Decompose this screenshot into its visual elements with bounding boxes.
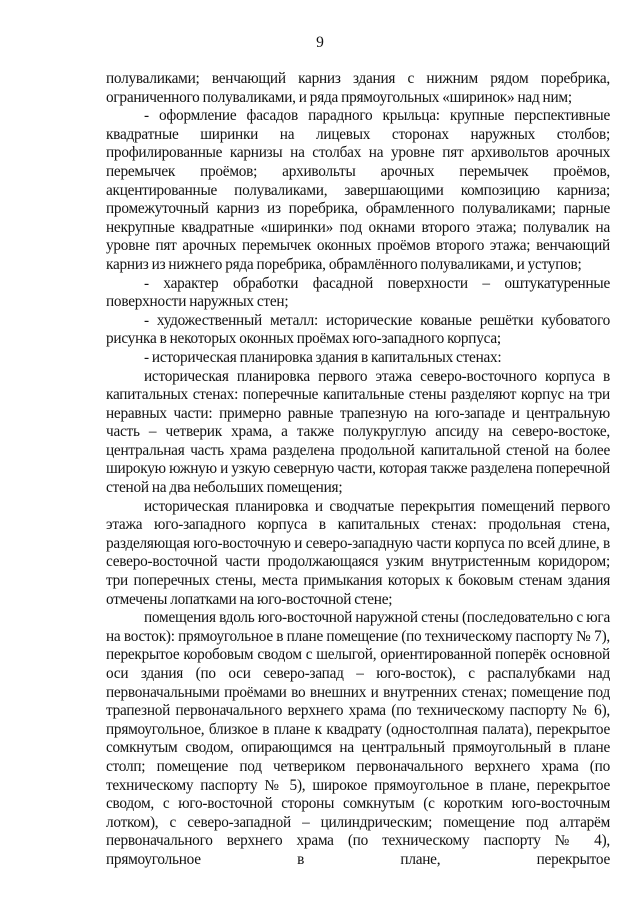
paragraph-historic-layout: - историческая планировка здания в капитальных стенах: — [144, 348, 502, 366]
paragraph-se-wall-rooms: помещения вдоль юго-восточной наружной стены (последовательно с юга на восток): прямоугольное в плане помещение (по техническому паспорту № 7), перекрытое коробовым сводом с шелыгой, ориентированной поперёк основной оси здания (по оси северо-запад – юго-восток), с распалубками над первоначальными проёмами во внешних и внутренних стенах; помещение под трапезной первоначального верхнего храма (по техническому паспорту № 6), прямоугольное, близкое в плане к квадрату (одностолпная палата), перекрытое сомкнутым сводом, опирающимся на центральный прямоугольный в плане столп; помещение под четвериком первоначального верхнего храма (по техническому паспорту № 5), широкое прямоугольное в плане, перекрытое сводом, с юго-восточной стороны сомкнутым (с коротким юго-восточным лотком), с северо-западной – цилиндрическим; помещение под алтарём первоначального верхнего храма (по техническому паспорту № 4), прямоугольное в плане, перекрытое — [106, 609, 610, 868]
paragraph-ne-building-layout: историческая планировка первого этажа северо-восточного корпуса в капитальных стенах: поперечные капитальные стены разделяют корпус на три неравных части: примерно равные трапезную на юго-западе и центральную часть – четверик храма, а также полукруглую апсиду на северо-востоке, центральная часть храма разделена продольной капитальной стеной на более широкую южную и узкую северную части, которая также разделена поперечной стеной на два небольших помещения; — [106, 367, 610, 497]
paragraph-art-metal: - художественный металл: исторические кованые решётки кубоватого рисунка в некоторых оконных проёмах юго-западного корпуса; — [106, 311, 610, 348]
paragraph-sw-building-layout: историческая планировка и сводчатые перекрытия помещений первого этажа юго-западного корпуса в капитальных стенах: продольная стена, разделяющая юго-восточную и северо-западную части корпуса по всей длине, в северо-восточной части продолжающаяся узким внутристенным коридором; три поперечных стены, места примыкания которых к боковым стенам здания отмечены лопатками на юго-восточной стене; — [106, 497, 610, 608]
body-text — [106, 70, 610, 870]
paragraph-surface-finish: - характер обработки фасадной поверхности – оштукатуренные поверхности наружных стен; — [106, 274, 610, 311]
page-number: 9 — [316, 34, 324, 51]
paragraph-continuation: полуваликами; венчающий карниз здания с нижним рядом поребрика, ограниченного полуваликами, и ряда прямоугольных «ширинок» над ним; — [106, 70, 610, 106]
paragraph-porch-facades: - оформление фасадов парадного крыльца: крупные перспективные квадратные ширинки на лицевых сторонах наружных столбов; профилированные карнизы на столбах на уровне пят архивольтов арочных перемычек проёмов; архивольты арочных перемычек проёмов, акцентированные полуваликами, завершающими композицию карниза; промежуточный карниз из поребрика, обрамленного полуваликами; парные некрупные квадратные «ширинки» под окнами второго этажа; полувалик на уровне пят арочных перемычек оконных проёмов второго этажа; венчающий карниз из нижнего ряда поребрика, обрамлённого полуваликами, и уступов; — [106, 107, 610, 273]
